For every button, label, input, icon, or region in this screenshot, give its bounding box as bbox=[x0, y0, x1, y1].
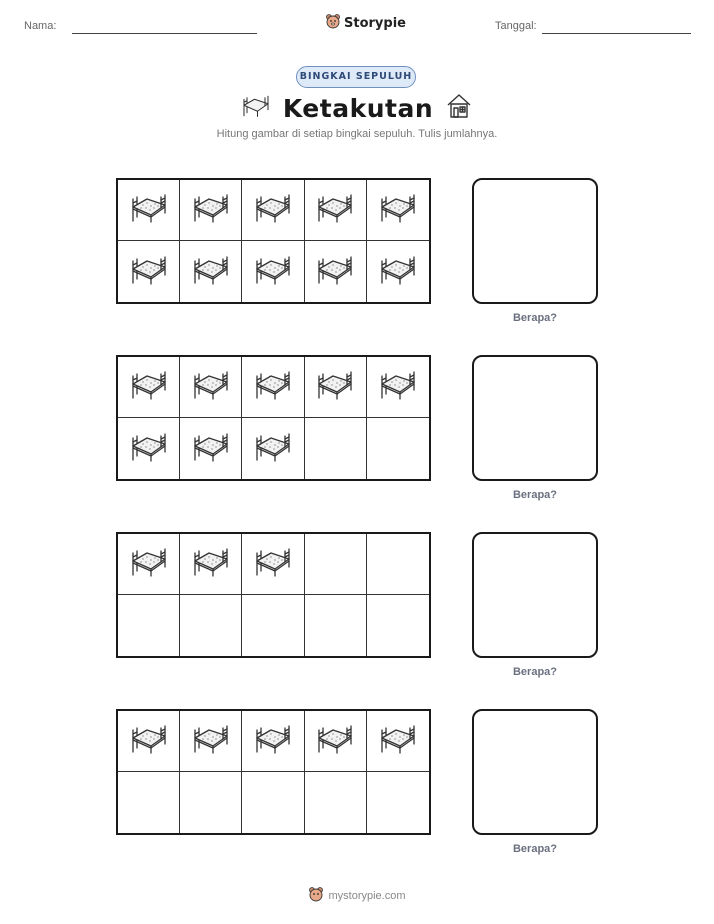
ten-frame-cell bbox=[242, 711, 304, 772]
bed-icon bbox=[315, 722, 355, 760]
bed-icon bbox=[253, 722, 293, 760]
ten-frame-cell bbox=[305, 418, 367, 479]
ten-frame bbox=[116, 709, 431, 835]
answer-prompt: Berapa? bbox=[512, 843, 558, 855]
ten-frame-cell bbox=[367, 241, 429, 302]
date-label: Tanggal: bbox=[495, 20, 537, 32]
ten-frame-cell bbox=[242, 595, 304, 656]
ten-frame-cell bbox=[118, 772, 180, 833]
ten-frame bbox=[116, 355, 431, 481]
ten-frame-cell bbox=[305, 772, 367, 833]
bed-icon bbox=[129, 253, 169, 291]
ten-frame-cell bbox=[367, 534, 429, 595]
ten-frame-cell bbox=[180, 534, 242, 595]
bed-icon bbox=[191, 368, 231, 406]
footer-url: mystorypie.com bbox=[328, 890, 406, 902]
brand-logo bbox=[325, 13, 406, 33]
page-title: Ketakutan bbox=[282, 93, 434, 123]
ten-frame-cell bbox=[367, 711, 429, 772]
answer-box[interactable] bbox=[472, 178, 598, 304]
bed-icon bbox=[191, 722, 231, 760]
footer bbox=[0, 886, 714, 906]
ten-frame-cell bbox=[118, 357, 180, 418]
ten-frame-cell bbox=[367, 772, 429, 833]
ten-frame-cell bbox=[305, 180, 367, 241]
instructions: Hitung gambar di setiap bingkai sepuluh. Tulis jumlahnya. bbox=[216, 128, 498, 140]
ten-frame-cell bbox=[180, 595, 242, 656]
bed-icon bbox=[129, 191, 169, 229]
ten-frame-cell bbox=[180, 241, 242, 302]
worksheet-type-badge: BINGKAI SEPULUH bbox=[296, 66, 416, 88]
bed-icon bbox=[129, 545, 169, 583]
ten-frame-cell bbox=[367, 595, 429, 656]
answer-prompt: Berapa? bbox=[512, 312, 558, 324]
ten-frame-cell bbox=[305, 241, 367, 302]
name-line[interactable] bbox=[72, 33, 257, 34]
bed-icon bbox=[253, 368, 293, 406]
bed-icon bbox=[191, 253, 231, 291]
bed-icon bbox=[378, 253, 418, 291]
bed-icon bbox=[253, 191, 293, 229]
bed-icon bbox=[253, 430, 293, 468]
ten-frame-cell bbox=[242, 241, 304, 302]
bed-icon bbox=[378, 191, 418, 229]
bed-icon bbox=[315, 368, 355, 406]
ten-frame-cell bbox=[242, 772, 304, 833]
bed-icon bbox=[378, 368, 418, 406]
ten-frame-cell bbox=[180, 711, 242, 772]
bed-icon bbox=[129, 722, 169, 760]
bed-icon bbox=[129, 430, 169, 468]
ten-frame-cell bbox=[118, 595, 180, 656]
ten-frame-cell bbox=[118, 241, 180, 302]
ten-frame bbox=[116, 532, 431, 658]
ten-frame-cell bbox=[180, 180, 242, 241]
ten-frame-cell bbox=[118, 180, 180, 241]
answer-box[interactable] bbox=[472, 709, 598, 835]
bear-logo-icon bbox=[308, 886, 324, 906]
ten-frame-cell bbox=[367, 180, 429, 241]
ten-frame-cell bbox=[118, 418, 180, 479]
bed-icon bbox=[191, 545, 231, 583]
bed-icon bbox=[315, 191, 355, 229]
ten-frame-cell bbox=[118, 711, 180, 772]
bed-icon bbox=[253, 253, 293, 291]
ten-frame-cell bbox=[305, 357, 367, 418]
brand-name: Storypie bbox=[344, 15, 406, 31]
ten-frame-cell bbox=[242, 357, 304, 418]
ten-frame-cell bbox=[180, 772, 242, 833]
answer-box[interactable] bbox=[472, 355, 598, 481]
ten-frame-cell bbox=[180, 418, 242, 479]
ten-frame-cell bbox=[305, 534, 367, 595]
ten-frame-cell bbox=[367, 357, 429, 418]
bed-icon bbox=[315, 253, 355, 291]
ten-frame-cell bbox=[242, 418, 304, 479]
name-label: Nama: bbox=[24, 20, 57, 32]
answer-prompt: Berapa? bbox=[512, 666, 558, 678]
bed-icon bbox=[241, 93, 271, 123]
house-icon bbox=[445, 92, 473, 124]
answer-prompt: Berapa? bbox=[512, 489, 558, 501]
bed-icon bbox=[378, 722, 418, 760]
ten-frame bbox=[116, 178, 431, 304]
ten-frame-cell bbox=[242, 180, 304, 241]
ten-frame-cell bbox=[242, 534, 304, 595]
bed-icon bbox=[129, 368, 169, 406]
date-line[interactable] bbox=[542, 33, 691, 34]
answer-box[interactable] bbox=[472, 532, 598, 658]
ten-frame-cell bbox=[305, 711, 367, 772]
bed-icon bbox=[253, 545, 293, 583]
ten-frame-cell bbox=[118, 534, 180, 595]
bed-icon bbox=[191, 191, 231, 229]
ten-frame-cell bbox=[305, 595, 367, 656]
bear-logo-icon bbox=[325, 13, 341, 33]
title-row bbox=[0, 92, 714, 124]
bed-icon bbox=[191, 430, 231, 468]
ten-frame-cell bbox=[367, 418, 429, 479]
ten-frame-cell bbox=[180, 357, 242, 418]
